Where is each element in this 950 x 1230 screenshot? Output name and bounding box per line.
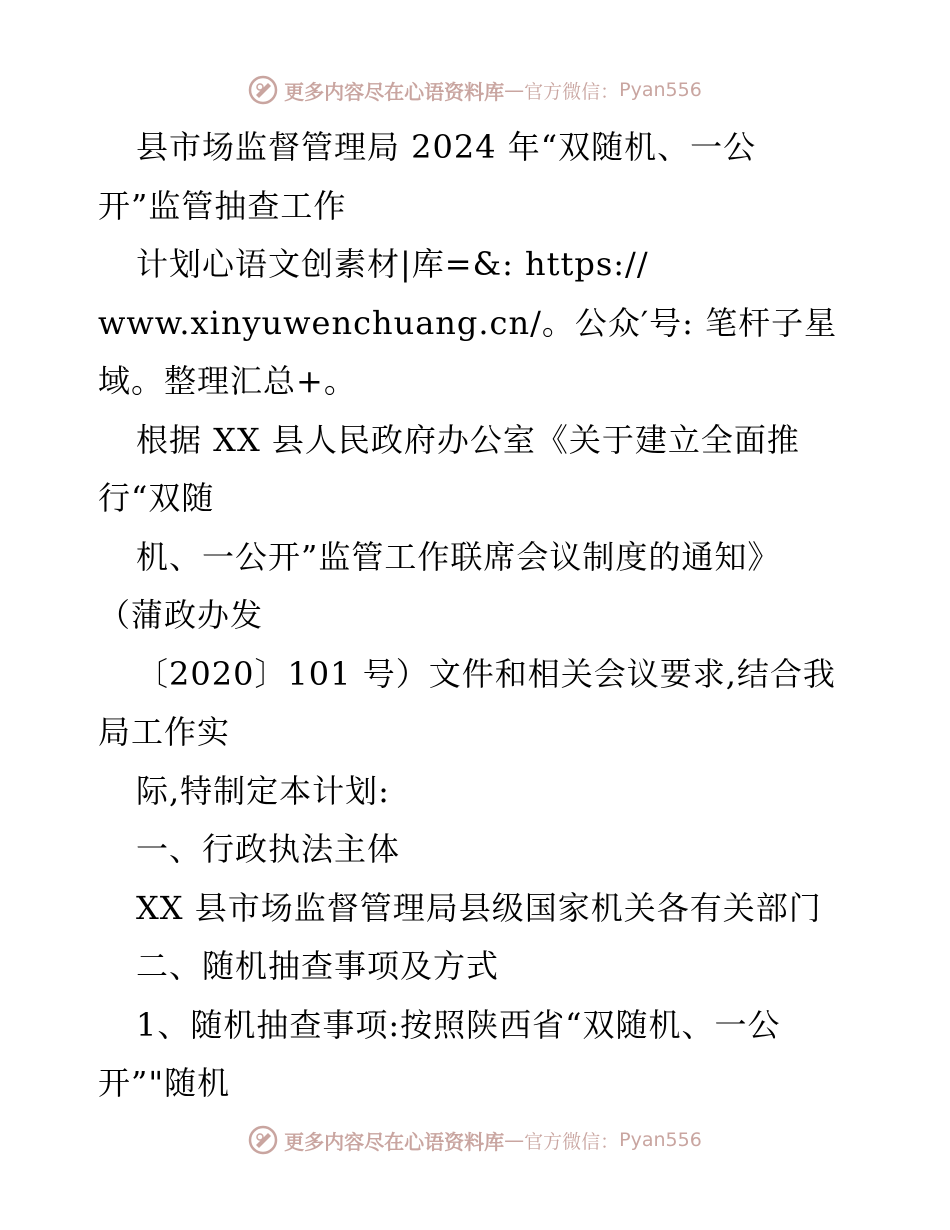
document-line: 〔2020〕101 号）文件和相关会议要求,结合我 — [136, 654, 836, 693]
document-line: 1、随机抽查事项:按照陕西省“双随机、一公 — [136, 1005, 781, 1044]
banner-wechat-label: 官方微信： — [524, 1130, 620, 1153]
document-line: XX 县市场监督管理局县级国家机关各有关部门 — [136, 888, 822, 927]
header-watermark-banner — [0, 70, 950, 110]
document-line: 开”监管抽查工作 — [98, 186, 347, 225]
brand-logo-icon — [248, 1125, 278, 1155]
document-line: （蒲政办发 — [98, 596, 264, 634]
document-line: 行“双随 — [98, 479, 215, 517]
banner-dash: — — [504, 78, 525, 102]
document-line: 二、随机抽查事项及方式 — [136, 947, 500, 985]
document-line: 域。整理汇总+。 — [98, 362, 357, 400]
document-line: 机、一公开”监管工作联席会议制度的通知》 — [136, 537, 781, 576]
document-line: 局工作实 — [98, 713, 231, 751]
banner-wechat-id: Pyan556 — [619, 1129, 702, 1151]
document-line: 际,特制定本计划: — [136, 771, 390, 810]
document-line: 一、行政执法主体 — [136, 830, 401, 868]
footer-watermark-banner — [0, 1120, 950, 1160]
document-line: 县市场监督管理局 2024 年“双随机、一公 — [136, 128, 757, 166]
banner-wechat-id: Pyan556 — [619, 79, 702, 101]
banner-wechat-label: 官方微信： — [524, 80, 620, 103]
brand-logo-icon — [248, 75, 278, 105]
document-line: 开”"随机 — [98, 1064, 231, 1102]
document-line: www.xinyuwenchuang.cn/。公众′号: 笔杆子星 — [98, 303, 838, 342]
document-body — [98, 118, 858, 1113]
banner-text: 更多内容尽在心语资料库 — [284, 79, 505, 104]
banner-dash: — — [504, 1128, 525, 1152]
document-line: 计划心语文创素材|库=&: https:// — [136, 245, 649, 283]
document-line: 根据 XX 县人民政府办公室《关于建立全面推 — [136, 420, 800, 459]
banner-text: 更多内容尽在心语资料库 — [284, 1129, 505, 1154]
